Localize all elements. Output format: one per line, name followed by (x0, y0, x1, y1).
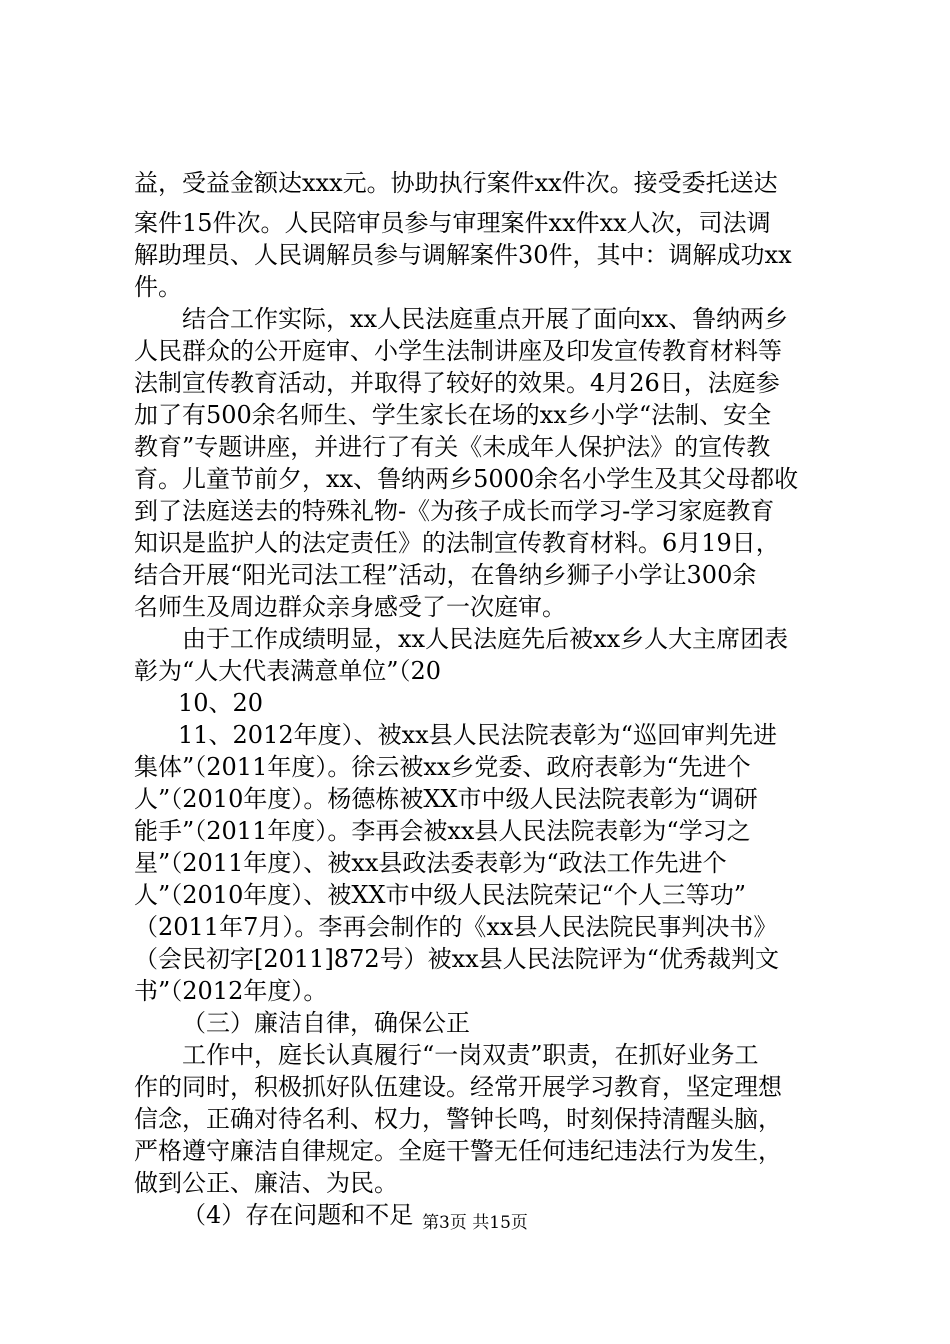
text-line: 严格遵守廉洁自律规定。全庭干警无任何违纪违法行为发生， (134, 1137, 782, 1165)
text-line: （2011年7月）。李再会制作的《xx县人民法院民事判决书》 (134, 913, 778, 941)
text-line: 做到公正、廉洁、为民。 (134, 1169, 398, 1197)
text-line: 法制宣传教育活动，并取得了较好的效果。4月26日，法庭参 (134, 369, 780, 397)
text-line: 书”（2012年度）。 (134, 977, 328, 1005)
text-line: 工作中，庭长认真履行“一岗双责”职责，在抓好业务工 (182, 1041, 759, 1069)
text-line: 11、2012年度）、被xx县人民法院表彰为“巡回审判先进 (178, 721, 777, 749)
text-line: （会民初字[2011]872号）被xx县人民法院评为“优秀裁判文 (134, 945, 779, 973)
text-line: 结合工作实际，xx人民法庭重点开展了面向xx、鲁纳两乡 (182, 305, 789, 333)
text-line: 名师生及周边群众亲身感受了一次庭审。 (134, 593, 566, 621)
section-heading: （三）廉洁自律，确保公正 (182, 1009, 470, 1037)
text-line: 教育”专题讲座，并进行了有关《未成年人保护法》的宣传教 (134, 433, 771, 461)
text-line: 作的同时，积极抓好队伍建设。经常开展学习教育，坚定理想 (134, 1073, 782, 1101)
text-line: 件。 (134, 273, 182, 301)
text-line: 能手”（2011年度）。李再会被xx县人民法院表彰为“学习之 (134, 817, 751, 845)
text-line: 结合开展“阳光司法工程”活动，在鲁纳乡狮子小学让300余 (134, 561, 757, 589)
text-line: 知识是监护人的法定责任》的法制宣传教育材料。6月19日， (134, 529, 780, 557)
text-line: 育。儿童节前夕，xx、鲁纳两乡5000余名小学生及其父母都收 (134, 465, 799, 493)
text-line: 星”（2011年度）、被xx县政法委表彰为“政法工作先进个 (134, 849, 727, 877)
page-number-footer: 第3页 共15页 (422, 1213, 528, 1233)
text-line: 彰为“人大代表满意单位”（20 (134, 657, 442, 685)
text-line: 到了法庭送去的特殊礼物-《为孩子成长而学习-学习家庭教育 (134, 497, 775, 525)
text-line: 人民群众的公开庭审、小学生法制讲座及印发宣传教育材料等 (134, 337, 782, 365)
text-line: 人”（2010年度）。杨德栋被XX市中级人民法院表彰为“调研 (134, 785, 758, 813)
text-line: 加了有500余名师生、学生家长在场的xx乡小学“法制、安全 (134, 401, 772, 429)
text-line: 10、20 (178, 689, 264, 717)
text-line: 由于工作成绩明显，xx人民法庭先后被xx乡人大主席团表 (182, 625, 789, 653)
text-line: 案件15件次。人民陪审员参与审理案件xx件xx人次，司法调 (134, 209, 771, 237)
text-line: 解助理员、人民调解员参与调解案件30件，其中：调解成功xx (134, 241, 792, 269)
text-line: 集体”（2011年度）。徐云被xx乡党委、政府表彰为“先进个 (134, 753, 751, 781)
text-line: 益，受益金额达xxx元。协助执行案件xx件次。接受委托送达 (134, 169, 778, 197)
text-line: 信念，正确对待名利、权力，警钟长鸣，时刻保持清醒头脑， (134, 1105, 782, 1133)
section-heading: （4）存在问题和不足 (182, 1201, 414, 1229)
text-line: 人”（2010年度）、被XX市中级人民法院荣记“个人三等功” (134, 881, 747, 909)
